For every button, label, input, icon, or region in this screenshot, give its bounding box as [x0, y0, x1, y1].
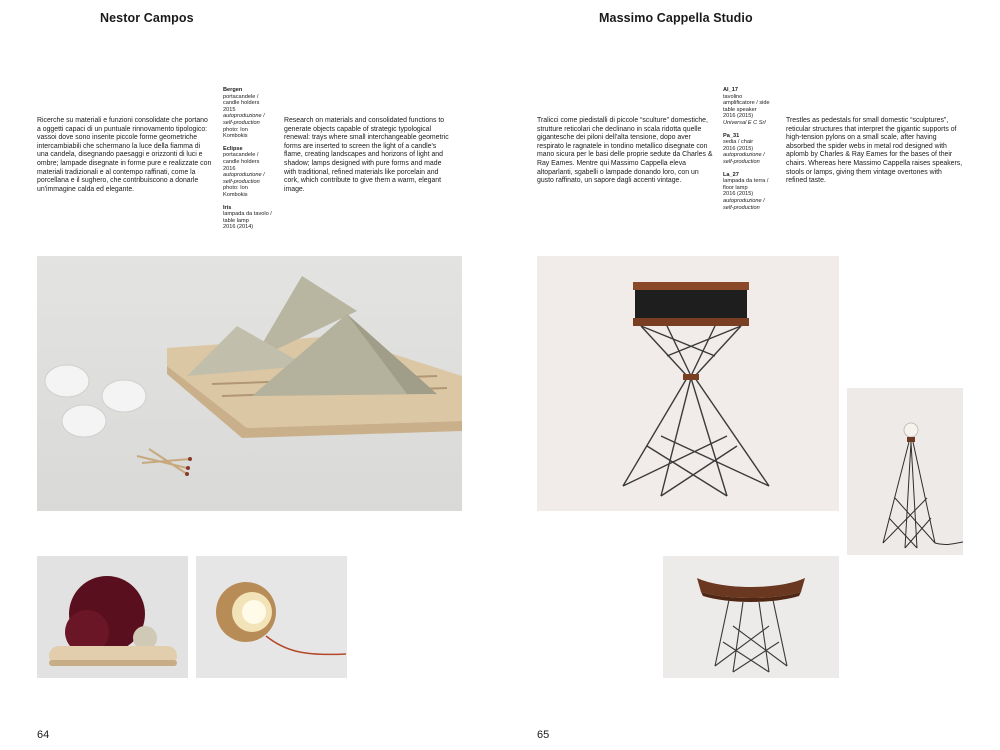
description-italian-left: Ricerche su materiali e funzioni consolidate che portano a oggetti capaci di un puntuale rinnovamento tipologico: vassoi dove sono inserite piccole forme geometriche intercambiabili che schermano la luce della fiamma di una candela, disegnando paesaggi e orizzonti di luci e ombre; lampade disegnate in forme pure e realizzate con materiali tradizionali e al contempo raffinati, come la porcellana e il sughero, che contribuiscono a donarle un'immagine calda ed elegante. — [37, 117, 212, 193]
caption-eclipse: Eclipse portacandele / candle holders 2016 autoproduzione / self-production photo: Ion Kombokis — [223, 145, 265, 198]
description-italian-right: Tralicci come piedistalli di piccole “sculture” domestiche, strutture reticolari che declinano in scala ridotta quelle gigantesche dei piloni dell'alta tensione, dopo aver respirato le ragnatele in tondino metallico disegnate con mano sicura per le basi delle proprie sedute da Charles & Ray Eames. Mentre qui Massimo Cappella eleva altoparlanti, sgabelli o lampade donando loro, con un gusto raffinato, un sapore dagli accenti vintage. — [537, 117, 713, 185]
photo-bergen-candle-holder — [37, 256, 462, 511]
description-english-right: Trestles as pedestals for small domestic “sculptures”, reticular structures that interpret the gigantic supports of high-tension pylons on a small scale, after having absorbed the spider webs in metal rod designed with aplomb by Charles & Ray Eames for the bases of their chairs. Whereas here Massimo Cappella raises speakers, stools or lamps, giving them vintage overtones with refined taste. — [786, 117, 963, 185]
page-number-right: 65 — [537, 729, 550, 741]
photo-eclipse-candle-holder — [37, 556, 188, 678]
caption-al17: Al_17 tavolino amplificatore / side table speaker 2016 (2015) Universal E C Srl — [723, 87, 770, 126]
photo-la27-floor-lamp — [847, 388, 963, 555]
designer-name-right: Massimo Cappella Studio — [599, 11, 753, 25]
product-captions-right — [723, 87, 783, 217]
product-captions-left — [223, 87, 283, 237]
caption-la27: La_27 lampada da terra / floor lamp 2016 (2015) autoproduzione / self-production — [723, 171, 769, 211]
photo-iris-table-lamp — [196, 556, 347, 678]
photo-al17-side-table-speaker — [537, 256, 839, 511]
page-number-left: 64 — [37, 729, 50, 741]
designer-name-left: Nestor Campos — [100, 11, 194, 25]
caption-pa31: Pa_31 sedia / chair 2016 (2015) autoproduzione / self-production — [723, 132, 765, 165]
caption-bergen: Bergen portacandele / candle holders 2015 autoproduzione / self-production photo: Ion Kombokis — [223, 87, 265, 140]
photo-pa31-chair — [663, 556, 839, 678]
caption-iris: Iris lampada da tavolo / table lamp 2016 (2014) — [223, 204, 272, 231]
description-english-left: Research on materials and consolidated functions to generate objects capable of strategic typological renewal: trays where small interchangeable geometric forms are inserted to screen the light of a candle's flame, creating landscapes and horizons of light and shadow; lamps designed with pure forms and made with traditional, refined materials like porcelain and cork, which contribute to give them a warm, elegant image. — [284, 117, 449, 193]
